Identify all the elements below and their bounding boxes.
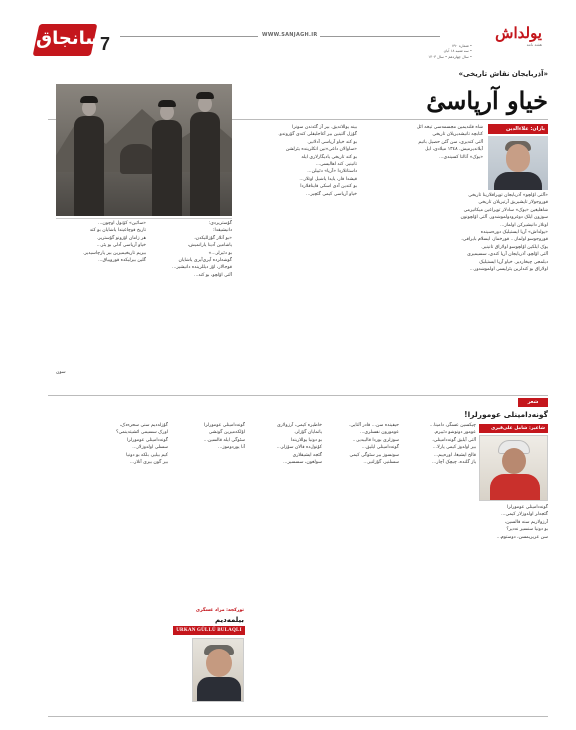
poet1-tag: شاعیر: شامل علی‌قیزی bbox=[479, 424, 548, 433]
poet2-name: بیلمه‌دیم bbox=[215, 616, 244, 624]
horse-figure bbox=[120, 144, 154, 174]
poem-column-2: چیکسین عسگر، دامینا... عومور دونوشو دئییرم. آلتی آیلیق گونه‌دامینلی، بیر اولدوز کیمی پارلا... قالخ ایشیغا، اوره‌ییم... یاز گلنده، چیچک آچار... bbox=[429, 423, 476, 466]
poet2-label: تورکجه: مراد عسگری bbox=[195, 608, 244, 613]
poet1-photo bbox=[479, 435, 548, 501]
masthead-title: یولداش bbox=[495, 24, 542, 42]
person-figure-3 bbox=[190, 112, 220, 216]
sanjagh-logo bbox=[36, 24, 104, 56]
article-column-3: بینه یوللاندیق. بیر آز گئدندن سونرا گؤزل آلتینین بیر آغاجلیقلی کندی گؤروندو. بو کند خیاو آرپاسی آدلانیر. «ساوالان داغی»نین اتکلرینده یئرلشن بو کند تاریخی یادیگارلاری ایله تانینیر. کند اهالیسی... داستانلاردا «آرپا» دئییلن... قیشدا قار، یایدا یاشیل اوتلار... بو کندین آدی اسکی قایناقلاردا خیاو آرپاسی کیمی گئچیر... bbox=[278, 125, 357, 197]
section-divider bbox=[48, 395, 548, 396]
poet2-name-latin: URKAN GÜLLÜ BULAQLI bbox=[173, 626, 245, 635]
issue-info: • شماره ۷۹۰ • سه شنبه ۱۸ آبان • سال چهاردهم • سال ۱۴۰۳ bbox=[428, 44, 472, 59]
section-label: شعر bbox=[518, 398, 548, 407]
poem-column-1: گونه‌دامینلی عومورلرا گئجه‌لر اولدوزلار کیمی... آرزولاریم سنه قالسین، بو دونیا سنسیز نه‌دیر؟ سن عزیزیمسن، دوستوم... bbox=[496, 505, 548, 540]
poem-column-4: خاطیره کیمی، آرزولاری یاتمایان گؤزلر، بو دونیا یوللاریندا کؤنول‌ده قالان سؤزلر... گئجه ایشیقلاری سولغون، سسسیز... bbox=[276, 423, 322, 466]
article-column-4: گؤستریردی: دانیشیقدا: «بو آتلار گؤزللیکدن، یاشامین آدینا یارانمیش، بو دئیرلر...» گوشه‌لرده آیری‌آیری یاشایان قوجا‌لار، اؤز دیللرینده دانیشیر... آلتی اؤلچو، بو کند... bbox=[172, 221, 232, 278]
header-divider-left bbox=[120, 36, 258, 37]
logo-text: سانجاق bbox=[36, 28, 104, 49]
page-number: 7 bbox=[100, 34, 111, 54]
person-figure-1 bbox=[74, 116, 104, 216]
page-bottom-divider bbox=[48, 716, 548, 717]
poet2-photo bbox=[192, 638, 244, 702]
article-column-1: شاه قلندیمین مجسمه‌سی تیخه ائل کتابچه تانیشدیریلان تاریخی آلتی کندیری، سن گئن حصیل باتیم آیلاندیرمیش. ١٣٤٨ میلادی، ایل «یوک» آتالتا کسیندی... bbox=[416, 125, 483, 160]
person-figure-2 bbox=[152, 120, 182, 216]
section-title: گونه‌دامینلی عومورلرا! bbox=[464, 410, 548, 419]
author-photo bbox=[488, 136, 548, 190]
site-url[interactable]: WWW.SANJAGH.IR bbox=[262, 32, 318, 38]
photo-divider bbox=[56, 218, 232, 219]
poem-column-6: گؤزله‌دیم سنی سحره‌دک، اورک سسیمی ائشیتدینمی؟ گونه‌دامینلی عومورلرا سسلی اولدوزلار... کیم بیلیر، بلکه بو دونیا بیر گون بیزی آنلار... bbox=[116, 423, 168, 466]
page-header bbox=[0, 0, 576, 64]
header-divider-right bbox=[320, 36, 440, 37]
article-title: خیاو آرپاسیٔ bbox=[426, 86, 548, 115]
masthead-subtitle: هفته نامه bbox=[526, 42, 542, 47]
poem-column-5: گونه‌دامینلی عومورلرا اؤلکه‌میزین گونشی سئوگی ایله قالسین... آنا یوردوموز... bbox=[203, 423, 245, 451]
article-end-mark: سون bbox=[56, 370, 66, 375]
author-tag: یازان: علاءالدین bbox=[488, 124, 548, 134]
poem-column-3: حیفینده سن... قادر آلتایی. عومورون نفسلری... سوزلری بوردا قالیبدیر... گونه‌دامینلی ایلیق... سونسوز بیر سئوگی کیمی سسلنیر، گؤزلنیر... bbox=[348, 423, 399, 466]
article-kicker: «آذربایجان نقاش تاریخی» bbox=[458, 70, 548, 78]
masthead bbox=[476, 24, 542, 58]
article-column-2: «آلتی اؤلچو» آذربایجان توپراقلارینا تاریخی قوروجولار تاپشیریق آرتیریلان تاریخی شاهلیغین «یوک» سادلار توپراغین میکانیزمی سوزون ایلک دوغرودولموشدور. آلتی اؤلچونون اونلار دانیشیرکن اولماز... «یولداش» آرپا ایستیلیک دوره‌سینده قوروجوسو اولماز... قورخماز، ایسلام بایراقی، یوک ایلکین اؤلچوسو اولاراق تانینیر. آلتی اؤلچو، آذربایجان آرپا کندی، سسیمیزی دیلمجی چیخاردیر. خیاو آرپا ایستیلیک اولاراق بو کندلرین یئرلیسی اولموشدور... bbox=[460, 193, 548, 273]
historic-photo bbox=[56, 84, 232, 216]
article-column-5: «سائین» کؤنول اوچون... تاریخ قوچاغیندا یاشایان بو کند هر زامان اؤزونو گؤستریر. خیاو آرپاسی آدلی بو یئر... بیزیم تاریخیمیزین بیر پارچاسیدیر. گلین بیرلیکده قوروییاق... bbox=[82, 221, 146, 264]
